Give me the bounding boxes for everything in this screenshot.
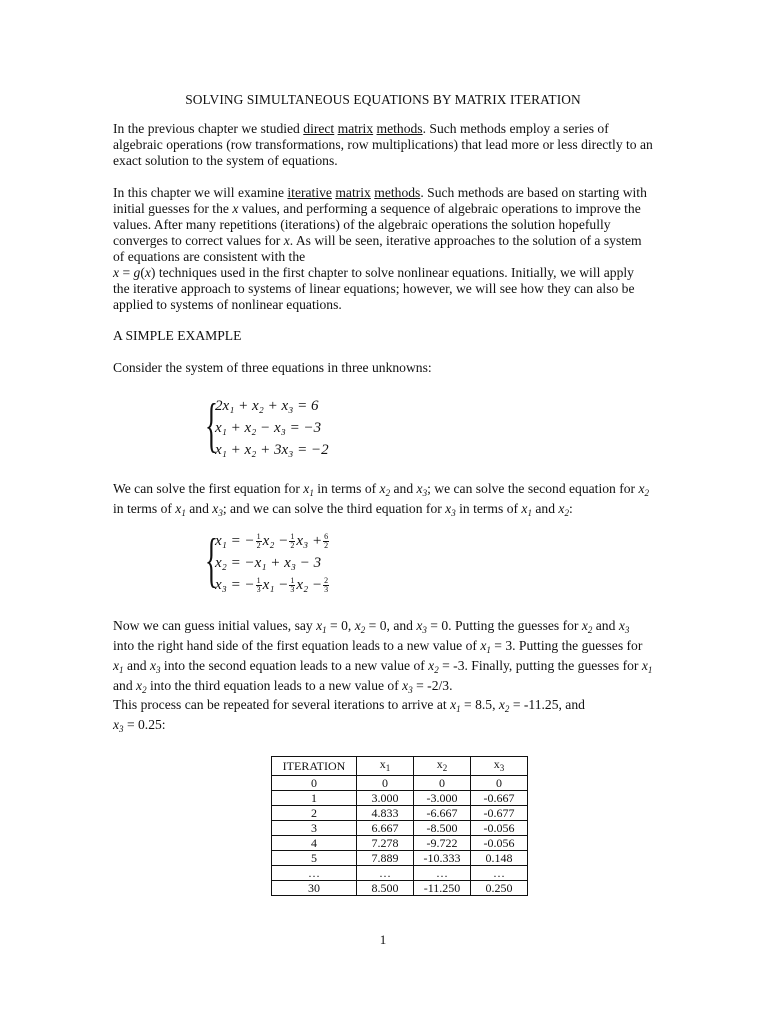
table-row: 3 6.667 -8.500 -0.056 — [272, 821, 528, 836]
table-row: 0 0 0 0 — [272, 776, 528, 791]
term-iterative: iterative — [287, 185, 332, 200]
table-header-row — [272, 757, 528, 776]
equation-line: x₁ + x₂ − x₃ = −3 — [215, 420, 322, 436]
equation-line: x₁ = − $\frac{1}{2}$ x₂ − $\frac{1}{2}$ x₃ + $\frac{6}{2}$ — [215, 532, 329, 551]
left-brace-icon: { — [205, 527, 218, 593]
term-methods: methods — [376, 121, 423, 136]
paragraph-intro-direct: In the previous chapter we studied direct matrix methods. Such methods employ a series of algebraic operations (row transformations, row multiplications) that lead more or less directly to an exact solution to the system of equations. — [113, 121, 653, 168]
table-row: 1 3.000 -3.000 -0.667 — [272, 791, 528, 806]
header-x1: $x_1$ — [357, 757, 414, 776]
equation-line: x₂ = −x₁ + x₃ − 3 — [215, 555, 322, 571]
left-brace-icon: { — [205, 392, 218, 458]
equation-line: x₁ + x₂ + 3x₃ = −2 — [215, 442, 329, 458]
header-iteration: ITERATION — [272, 757, 357, 776]
paragraph-initial-guesses: Now we can guess initial values, say $x_1 = 0$, $x_2 = 0$, and $x_3 = 0$. Putting the guesses for $x_2$ and $x_3$ into the right hand side of the first equation leads to a new value of $x_1 = 3$. Putting the guesses for $x_1$ and $x_3$ into the second equation leads to a new value of $x_2 = -3$. Finally, putting the guesses for $x_1$ and $x_2$ into the third equation leads to a new value of $x_3 = -2/3$. — [113, 618, 653, 695]
header-x3: $x_3$ — [471, 757, 528, 776]
equation-system-1 — [205, 392, 329, 461]
page-title: SOLVING SIMULTANEOUS EQUATIONS BY MATRIX ITERATION — [185, 92, 581, 107]
table-row: … … … … — [272, 866, 528, 881]
paragraph-consider: Consider the system of three equations in three unknowns: — [113, 360, 432, 375]
table-row: 2 4.833 -6.667 -0.677 — [272, 806, 528, 821]
iteration-table — [271, 756, 528, 896]
table-row: 30 8.500 -11.250 0.250 — [272, 881, 528, 896]
term-methods-2: methods — [374, 185, 421, 200]
page-number: 1 — [379, 932, 387, 947]
paragraph-iterations: This process can be repeated for several iterations to arrive at $x_1 = 8.5$, $x_2 = -11.25$, and $x_3 = 0.25$: — [113, 697, 585, 734]
term-matrix: matrix — [337, 121, 374, 136]
section-heading: A SIMPLE EXAMPLE — [113, 328, 242, 343]
term-matrix-2: matrix — [335, 185, 371, 200]
paragraph-intro-iterative: In this chapter we will examine iterative matrix methods. Such methods are based on starting with initial guesses for the x values, and performing a sequence of algebraic operations to improve the values. After many repetitions (iterations) of the algebraic operations the solution hopefully converges to correct values for x. As will be seen, iterative approaches to the solution of a system of equations are consistent with the x = g(x) techniques used in the first chapter to solve nonlinear equations. Initially, we will apply the iterative approach to systems of linear equations; however, we will see how they can also be applied to systems of nonlinear equations. — [113, 185, 647, 312]
paragraph-solve-for: We can solve the first equation for $x_1$ in terms of $x_2$ and $x_3$; we can solve the second equation for $x_2$ in terms of $x_1$ and $x_3$; and we can solve the third equation for $x_3$ in terms of $x_1$ and $x_2$: — [113, 481, 650, 518]
equation-system-2 — [205, 527, 329, 596]
equation-line: 2x₁ + x₂ + x₃ = 6 — [215, 398, 319, 414]
term-direct: direct — [303, 121, 335, 136]
header-x2: $x_2$ — [414, 757, 471, 776]
table-row: 5 7.889 -10.333 0.148 — [272, 851, 528, 866]
equation-line: x₃ = − $\frac{1}{3}$ x₁ − $\frac{1}{3}$ x₂ − $\frac{2}{3}$ — [215, 576, 329, 595]
table-row: 4 7.278 -9.722 -0.056 — [272, 836, 528, 851]
